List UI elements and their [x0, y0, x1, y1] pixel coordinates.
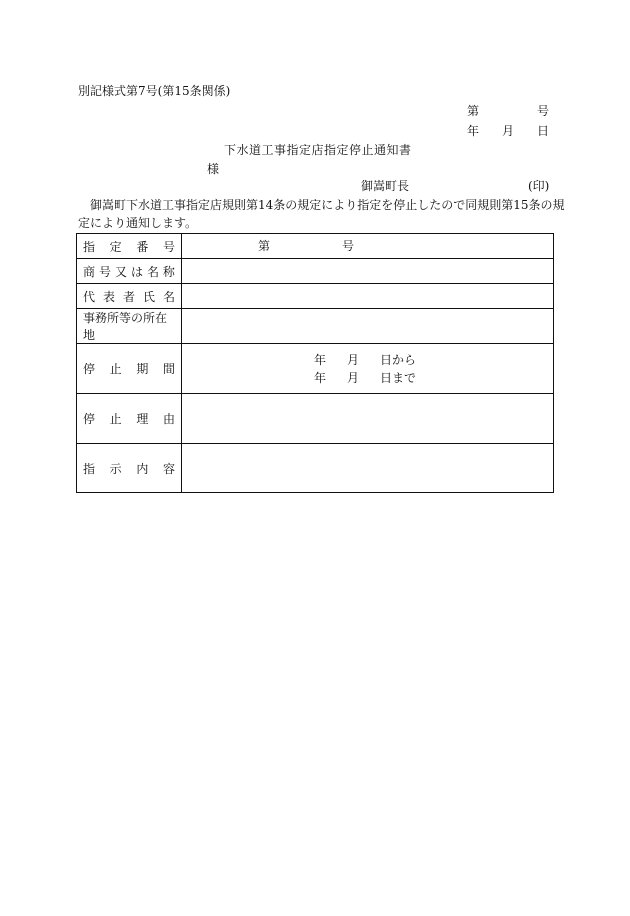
number-suffix: 号	[342, 239, 355, 253]
table-row	[77, 309, 554, 344]
notice-table	[76, 233, 554, 493]
row-label-cell	[77, 394, 182, 444]
row-label: 停 止 期 間	[83, 362, 175, 376]
row-label: 事務所等の所在地	[83, 311, 168, 342]
row-label-cell	[77, 309, 182, 344]
document-title: 下水道工事指定店指定停止通知書	[224, 143, 412, 157]
table-row	[77, 444, 554, 493]
date-month: 月	[501, 124, 514, 138]
office-address-cell[interactable]	[182, 309, 554, 344]
body-text-line1: 御嵩町下水道工事指定店規則第14条の規定により指定を停止したので同規則第15条の規	[90, 198, 565, 212]
row-label-cell	[77, 259, 182, 284]
number-prefix: 第	[258, 239, 271, 253]
date-day: 日	[536, 124, 549, 138]
document-number	[467, 104, 549, 118]
row-label-cell	[77, 284, 182, 309]
instruction-content-cell[interactable]	[182, 444, 554, 493]
row-label: 停 止 理 由	[83, 412, 175, 426]
doc-number-prefix: 第	[467, 104, 480, 118]
row-label-cell	[77, 234, 182, 259]
document-date	[467, 124, 549, 138]
form-reference: 別記様式第7号(第15条関係)	[78, 84, 231, 98]
representative-name-cell[interactable]	[182, 284, 554, 309]
table-row	[77, 284, 554, 309]
row-label: 商 号 又 は 名 称	[83, 264, 175, 279]
suspension-reason-cell[interactable]	[182, 394, 554, 444]
designation-number-cell[interactable]	[182, 234, 554, 259]
row-label-cell	[77, 344, 182, 394]
table-row	[77, 234, 554, 259]
period-to: 年 月 日まで	[314, 370, 416, 385]
date-year: 年	[467, 124, 480, 138]
row-label: 指 示 内 容	[83, 461, 175, 476]
row-label-cell	[77, 444, 182, 493]
body-text-line2: 定により通知します。	[78, 216, 198, 230]
issuer-name: 御嵩町長	[361, 179, 410, 193]
row-label: 代 表 者 氏 名	[83, 289, 175, 304]
suspension-period-cell[interactable]	[182, 344, 554, 394]
doc-number-suffix: 号	[536, 104, 549, 118]
table-row	[77, 344, 554, 394]
trade-name-cell[interactable]	[182, 259, 554, 284]
row-label: 指 定 番 号	[83, 239, 175, 254]
table-row	[77, 394, 554, 444]
addressee-suffix: 様	[207, 162, 220, 176]
seal-mark: (印)	[528, 179, 550, 193]
period-from: 年 月 日から	[314, 352, 416, 367]
table-row	[77, 259, 554, 284]
